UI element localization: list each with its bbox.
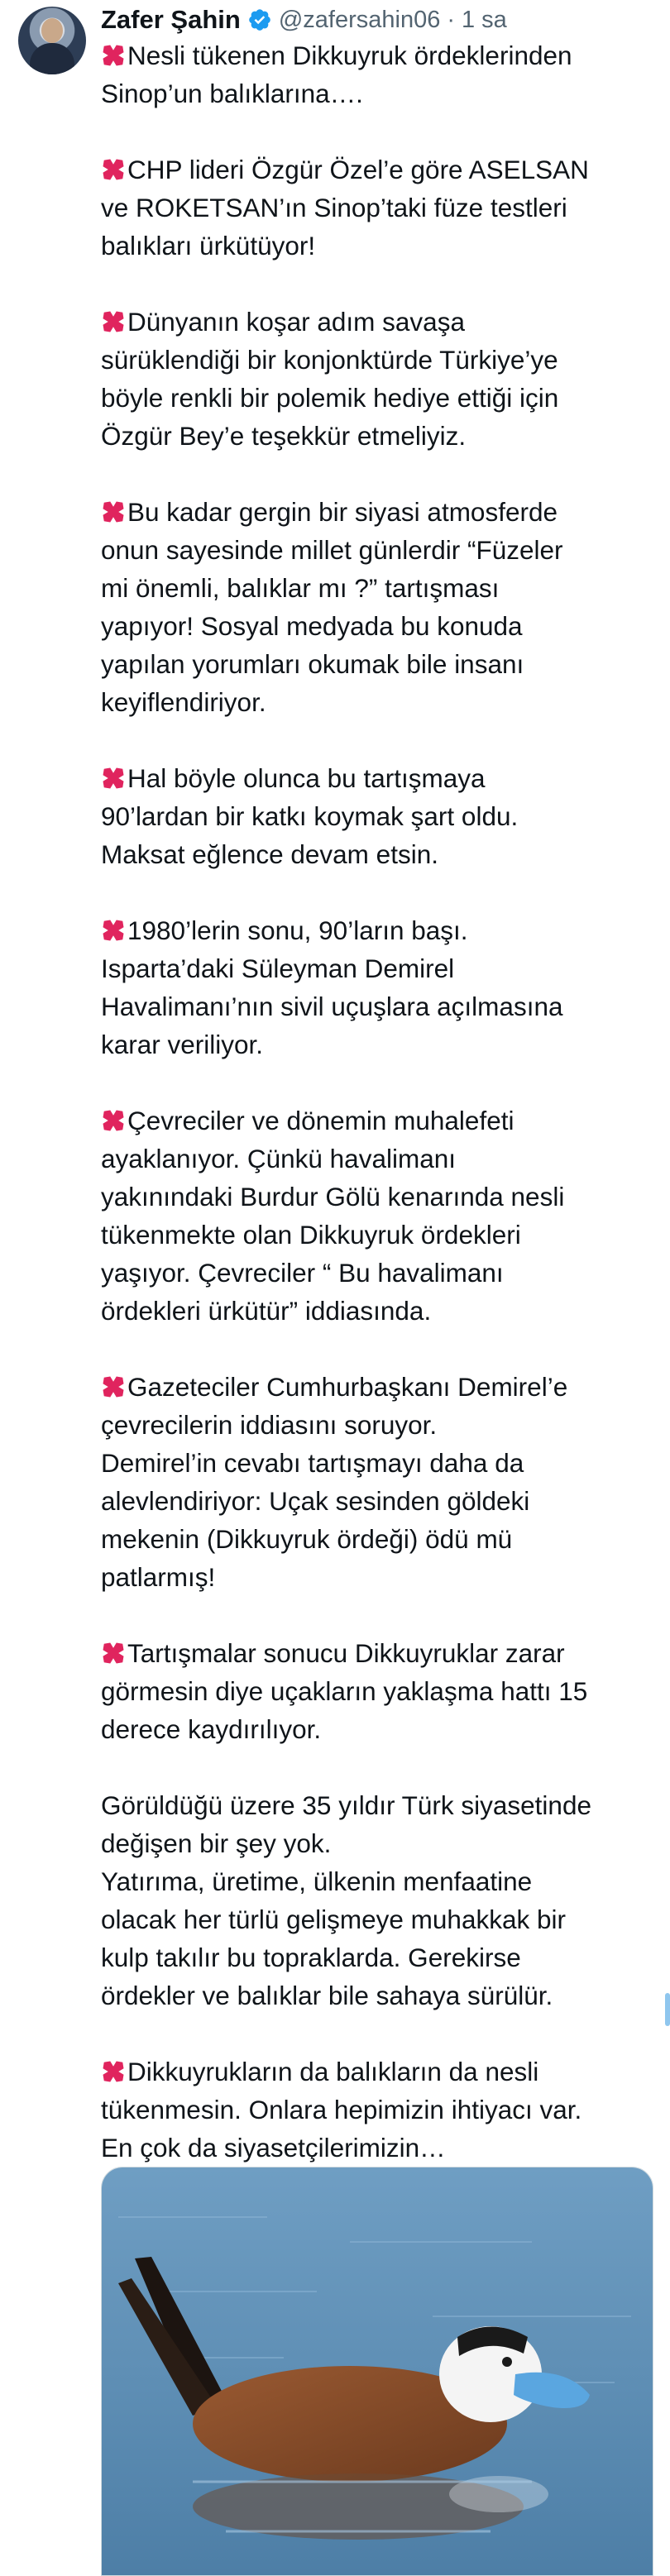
- tweet-line-text: ördekleri ürkütür” iddiasında.: [101, 1296, 432, 1326]
- tweet-line-text: yapılan yorumları okumak bile insanı: [101, 649, 524, 679]
- tweet-line-text: böyle renkli bir polemik hediye ettiği için: [101, 383, 559, 413]
- tweet-line: [101, 1102, 655, 1140]
- tweet-paragraph: [101, 759, 655, 873]
- tweet-line: [101, 303, 655, 341]
- separator-dot: ·: [447, 6, 455, 33]
- tweet-line: [101, 493, 655, 531]
- tweet-line-text: tükenmesin. Onlara hepimizin ihtiyacı var.: [101, 2095, 582, 2124]
- tweet-line: [101, 987, 655, 1025]
- tweet-paragraph: [101, 2053, 655, 2167]
- tweet-line-text: Çevreciler ve dönemin muhalefeti: [127, 1106, 514, 1135]
- tweet-line: [101, 797, 655, 835]
- tweet-line-text: karar veriliyor.: [101, 1030, 264, 1059]
- tweet-line-text: tükenmekte olan Dikkuyruk ördekleri: [101, 1220, 521, 1250]
- tweet-line-text: Havalimanı’nın sivil uçuşlara açılmasına: [101, 992, 563, 1021]
- tweet-line-text: değişen bir şey yok.: [101, 1828, 332, 1858]
- author-name[interactable]: Zafer Şahin: [101, 5, 241, 34]
- tweet-line: [101, 151, 655, 189]
- tweet-line-text: 90’lardan bir katkı koymak şart oldu.: [101, 801, 519, 831]
- tweet-line: [101, 2129, 655, 2167]
- tweet-paragraph: [101, 151, 655, 265]
- tweet-line: [101, 911, 655, 949]
- tweet-paragraph: [101, 1368, 655, 1596]
- author-handle[interactable]: @zafersahin06: [278, 6, 441, 33]
- tweet-line-text: mekenin (Dikkuyruk ördeği) ödü mü: [101, 1524, 513, 1554]
- tweet-line: [101, 645, 655, 683]
- tweet-line-text: Demirel’in cevabı tartışmayı daha da: [101, 1448, 524, 1478]
- cross-mark-icon: [101, 766, 126, 791]
- tweet-line: [101, 227, 655, 265]
- cross-mark-icon: [101, 1108, 126, 1133]
- tweet-line: [101, 1216, 655, 1254]
- cross-mark-icon: [101, 499, 126, 524]
- tweet-line-text: sürüklendiği bir konjonktürde Türkiye’ye: [101, 345, 558, 375]
- cross-mark-icon: [101, 1641, 126, 1666]
- tweet-line-text: En çok da siyasetçilerimizin…: [101, 2133, 446, 2163]
- tweet-line: [101, 1862, 655, 1900]
- tweet-paragraph: [101, 1634, 655, 1748]
- tweet-paragraph: [101, 493, 655, 721]
- cross-mark-icon: [101, 1374, 126, 1399]
- tweet-line-text: Dünyanın koşar adım savaşa: [127, 307, 465, 337]
- tweet-line: [101, 1368, 655, 1406]
- tweet-line-text: olacak her türlü gelişmeye muhakkak bir: [101, 1905, 567, 1934]
- cross-mark-icon: [101, 918, 126, 943]
- tweet-line: [101, 1292, 655, 1330]
- tweet-line-text: Bu kadar gergin bir siyasi atmosferde: [127, 497, 558, 527]
- tweet-line: [101, 1786, 655, 1824]
- tweet-line-text: görmesin diye uçakların yaklaşma hattı 15: [101, 1676, 588, 1706]
- tweet-line-text: Tartışmalar sonucu Dikkuyruklar zarar: [127, 1638, 565, 1668]
- avatar-suit: [30, 43, 74, 74]
- tweet-line-text: Dikkuyrukların da balıkların da nesli: [127, 2057, 539, 2086]
- tweet-line: [101, 531, 655, 569]
- cross-mark-icon: [101, 2059, 126, 2084]
- tweet-line-text: Görüldüğü üzere 35 yıldır Türk siyasetinde: [101, 1790, 591, 1820]
- tweet-line-text: CHP lideri Özgür Özel’e göre ASELSAN: [127, 155, 589, 184]
- tweet-line-text: yakınındaki Burdur Gölü kenarında nesli: [101, 1182, 565, 1212]
- tweet-line: [101, 1558, 655, 1596]
- tweet-line: [101, 1938, 655, 1976]
- tweet-line-text: onun sayesinde millet günlerdir “Füzeler: [101, 535, 563, 565]
- tweet-line: [101, 2053, 655, 2091]
- tweet-paragraph: [101, 36, 655, 112]
- tweet-line-text: Nesli tükenen Dikkuyruk ördeklerinden: [127, 41, 572, 70]
- tweet-line-text: Hal böyle olunca bu tartışmaya: [127, 763, 486, 793]
- tweet-line: [101, 759, 655, 797]
- tweet-line-text: Sinop’un balıklarına….: [101, 79, 363, 108]
- cross-mark-icon: [101, 309, 126, 334]
- tweet-media[interactable]: [101, 2167, 653, 2576]
- tweet-line: [101, 1025, 655, 1063]
- tweet-line: [101, 1482, 655, 1520]
- tweet-line: [101, 683, 655, 721]
- tweet-line: [101, 1444, 655, 1482]
- tweet-line: [101, 1406, 655, 1444]
- cross-mark-icon: [101, 157, 126, 182]
- tweet-line-text: yapıyor! Sosyal medyada bu konuda: [101, 611, 523, 641]
- tweet-line: [101, 417, 655, 455]
- tweet-line-text: ördekler ve balıklar bile sahaya sürülür.: [101, 1981, 553, 2010]
- tweet-line-text: alevlendiriyor: Uçak sesinden göldeki: [101, 1486, 530, 1516]
- tweet-paragraph: [101, 1102, 655, 1330]
- scrollbar-thumb[interactable]: [665, 1993, 670, 2026]
- tweet-header: [101, 2, 507, 38]
- tweet-line: [101, 2091, 655, 2129]
- tweet-paragraph: [101, 911, 655, 1063]
- tweet-line: [101, 949, 655, 987]
- tweet-line: [101, 1140, 655, 1178]
- tweet-line: [101, 1824, 655, 1862]
- tweet-line: [101, 341, 655, 379]
- tweet-line: [101, 1634, 655, 1672]
- tweet-line-text: kulp takılır bu topraklarda. Gerekirse: [101, 1943, 521, 1972]
- verified-badge-icon: [247, 7, 272, 32]
- tweet-line: [101, 569, 655, 607]
- tweet-line-text: derece kaydırılıyor.: [101, 1714, 322, 1744]
- tweet-line-text: balıkları ürkütüyor!: [101, 231, 316, 260]
- tweet-line: [101, 1900, 655, 1938]
- tweet-line: [101, 1254, 655, 1292]
- tweet-line-text: ve ROKETSAN’ın Sinop’taki füze testleri: [101, 193, 567, 222]
- tweet-line: [101, 1672, 655, 1710]
- tweet-line-text: yaşıyor. Çevreciler “ Bu havalimanı: [101, 1258, 504, 1288]
- tweet-line: [101, 1520, 655, 1558]
- avatar-face: [41, 18, 63, 43]
- tweet-line-text: keyiflendiriyor.: [101, 687, 266, 717]
- tweet-line: [101, 1976, 655, 2014]
- tweet-line: [101, 36, 655, 74]
- tweet-text: [101, 36, 655, 2205]
- white-headed-duck-photo: [102, 2167, 653, 2576]
- tweet-line: [101, 189, 655, 227]
- tweet-line-text: çevrecilerin iddiasını soruyor.: [101, 1410, 438, 1440]
- tweet-line-text: mi önemli, balıklar mı ?” tartışması: [101, 573, 500, 603]
- profile-avatar[interactable]: [18, 7, 86, 74]
- tweet-line: [101, 835, 655, 873]
- tweet-line-text: Yatırıma, üretime, ülkenin menfaatine: [101, 1866, 533, 1896]
- tweet-line-text: Isparta’daki Süleyman Demirel: [101, 953, 455, 983]
- tweet-line: [101, 1178, 655, 1216]
- tweet-paragraph: [101, 1786, 655, 2014]
- tweet-line-text: Maksat eğlence devam etsin.: [101, 839, 438, 869]
- tweet-line: [101, 1710, 655, 1748]
- tweet-paragraph: [101, 303, 655, 455]
- tweet-line: [101, 379, 655, 417]
- tweet-line-text: ayaklanıyor. Çünkü havalimanı: [101, 1144, 456, 1173]
- tweet-line-text: Özgür Bey’e teşekkür etmeliyiz.: [101, 421, 467, 451]
- tweet-line-text: patlarmış!: [101, 1562, 216, 1592]
- cross-mark-icon: [101, 43, 126, 68]
- tweet-line-text: Gazeteciler Cumhurbaşkanı Demirel’e: [127, 1372, 568, 1402]
- tweet-line: [101, 74, 655, 112]
- post-time[interactable]: 1 sa: [462, 6, 507, 33]
- tweet-line: [101, 607, 655, 645]
- tweet-line-text: 1980’lerin sonu, 90’ların başı.: [127, 915, 468, 945]
